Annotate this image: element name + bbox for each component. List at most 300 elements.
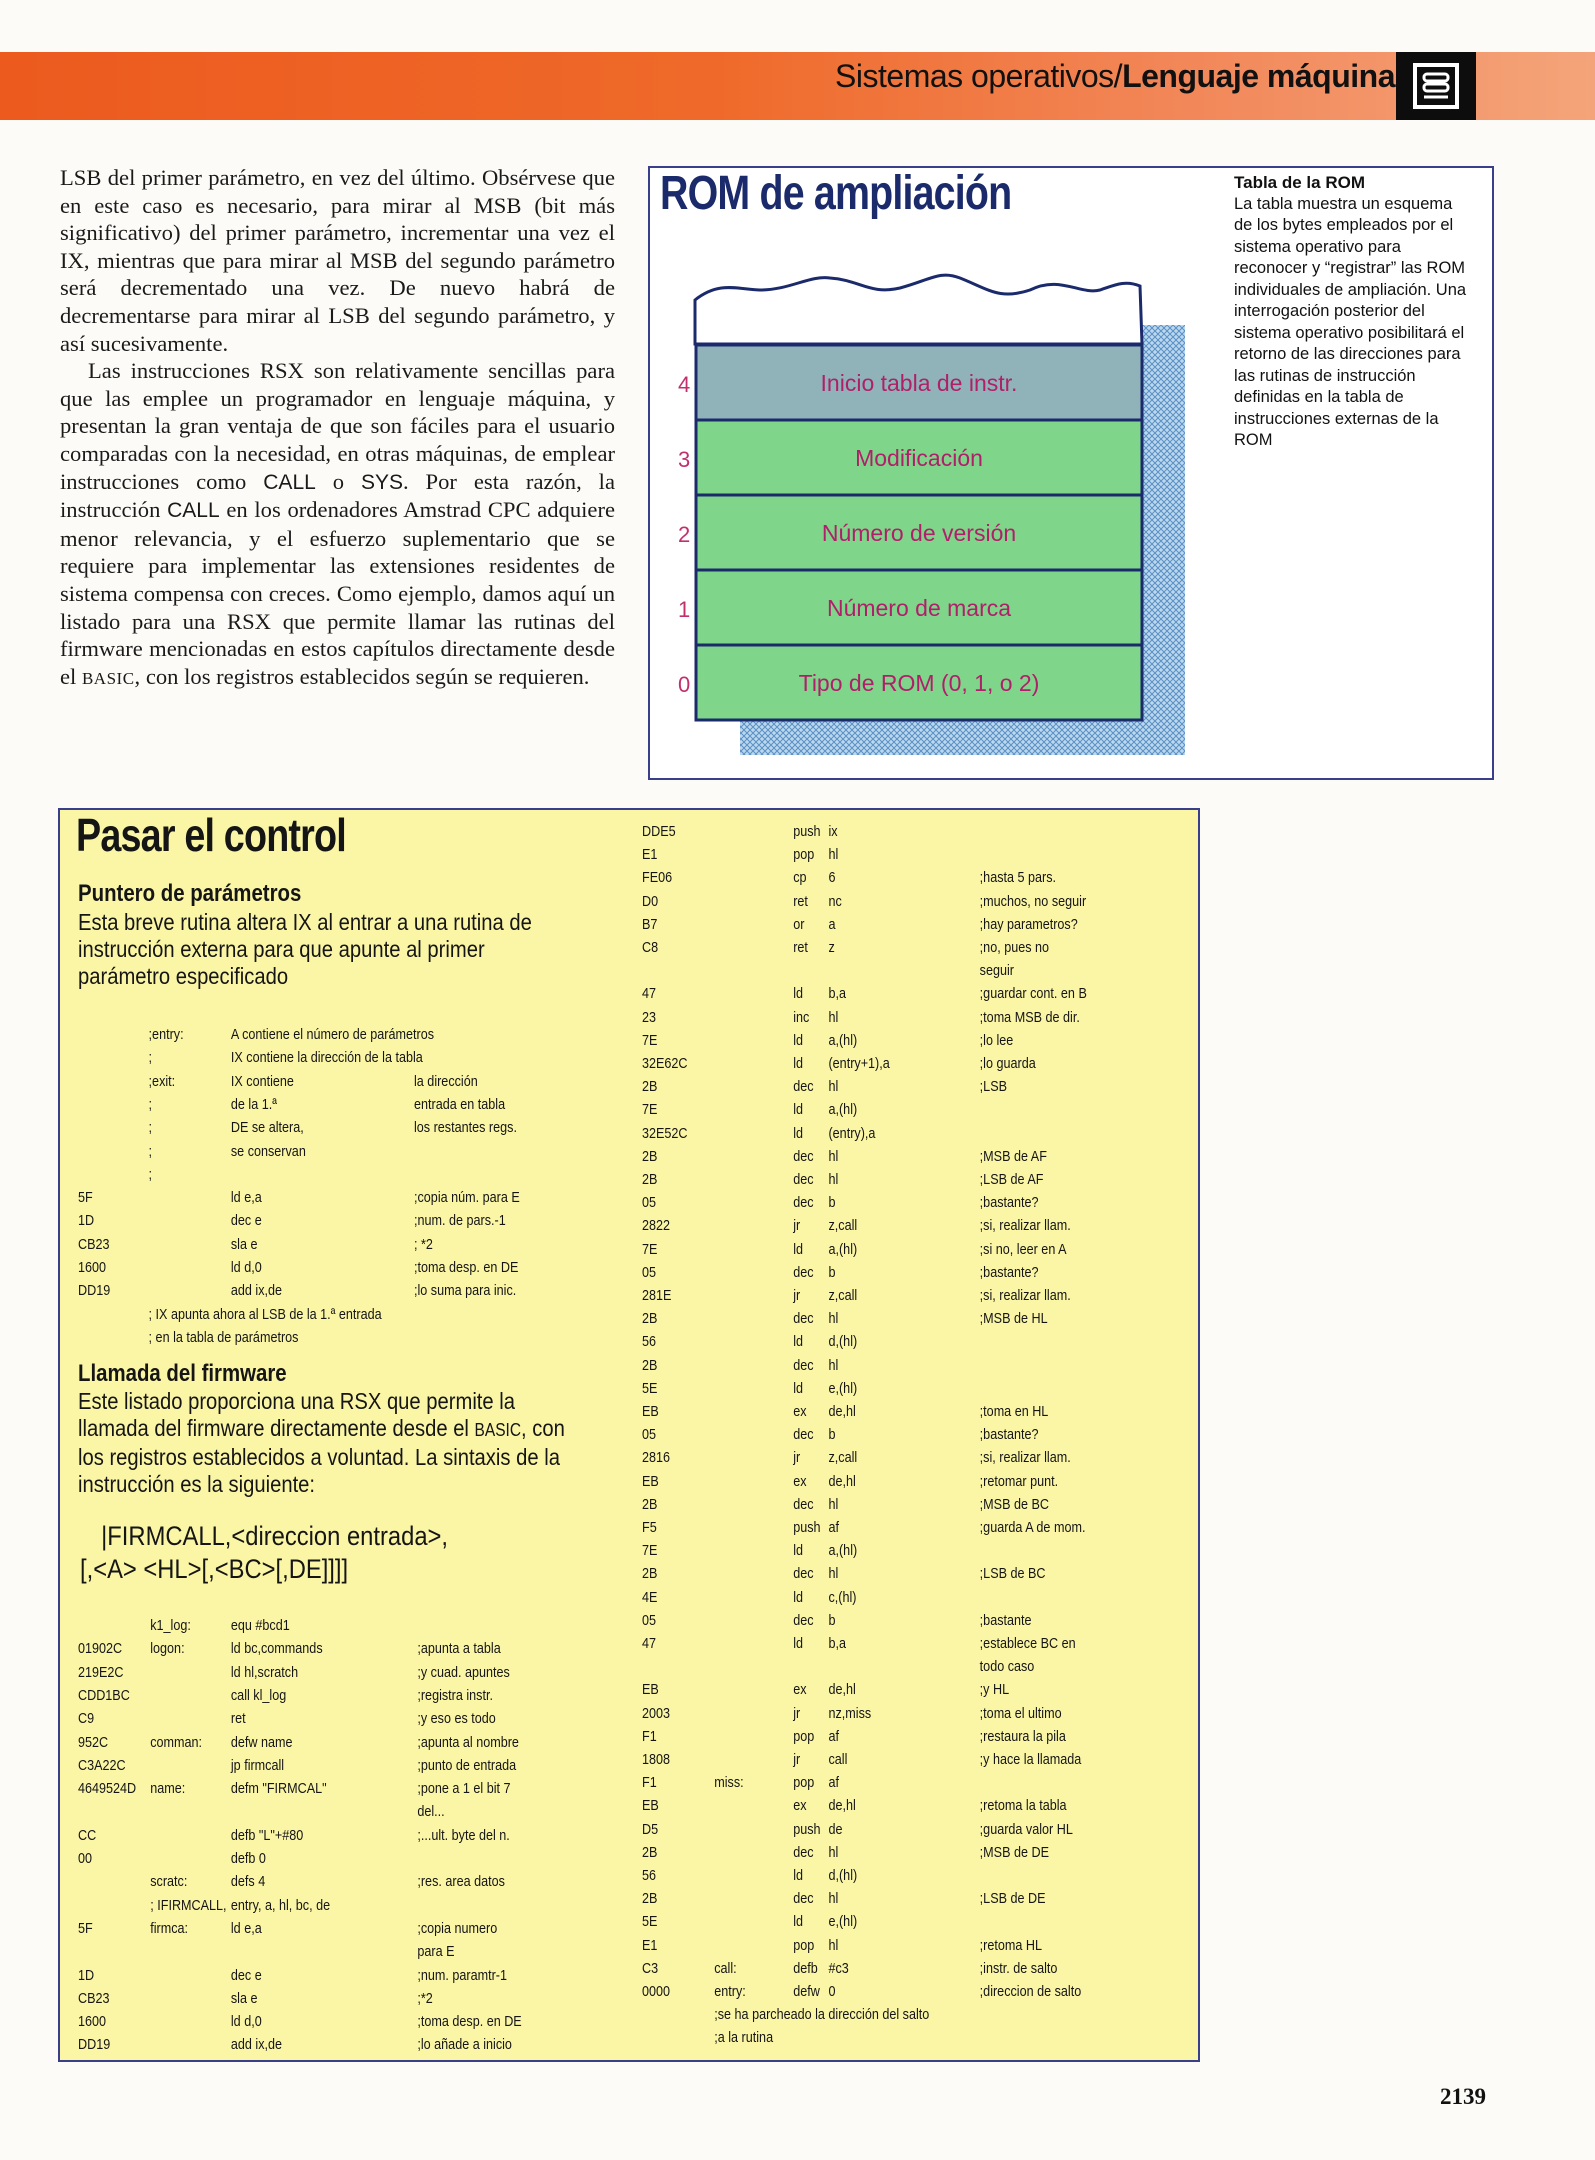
code-label: ;exit: [148,1072,176,1090]
code-label: ; [148,1142,153,1160]
code-label: logon: [150,1640,185,1658]
code-instr: ld [793,1542,804,1560]
code-hex: 05 [642,1426,657,1444]
code-label: firmca: [150,1919,189,1937]
code-instr: defb [793,1959,818,1977]
code-operand: (entry),a [828,1124,876,1142]
code-operand: af [828,1727,839,1745]
code-operand: ;apunta a tabla [417,1640,501,1658]
code-instr: ld bc,commands [230,1640,323,1658]
code-operand: ;num. paramtr-1 [417,1966,507,1984]
code-operand: del... [417,1803,445,1821]
code-operand: ;*2 [417,1989,433,2007]
code-instr: dec [793,1078,814,1096]
code-hex: D5 [642,1820,659,1838]
code-hex: B7 [642,915,658,933]
code-label: scratc: [150,1873,188,1891]
code-hex: 4649524D [78,1780,137,1798]
code-comment: ;MSB de AF [979,1147,1047,1165]
code-label: ; [148,1049,153,1067]
section-title: Sistemas operativos/Lenguaje máquina [835,58,1395,94]
code-hex: 1D [78,1212,95,1230]
code-instr: ld [793,1333,804,1351]
code-operand: ;num. de pars.-1 [414,1212,506,1230]
code-comment: ;bastante? [979,1426,1039,1444]
code-operand: c,(hl) [828,1588,857,1606]
code-instr: ld [793,1588,804,1606]
code-operand: ;lo añade a inicio [417,2036,512,2054]
code-instr: or [793,915,805,933]
code-instr: ret [793,892,808,910]
code-hex: 0000 [642,1983,671,2000]
code-hex: EB [642,1797,659,1815]
code-instr: de la 1.ª [230,1095,277,1113]
code-operand: hl [828,1171,839,1188]
code-operand: b [828,1611,836,1629]
code-hex: 2B [642,1495,658,1513]
code-comment: seguir [979,962,1015,980]
code-operand: ; *2 [414,1235,433,1253]
code-instr: pop [793,1936,815,1954]
page-number: 2139 [1440,2084,1486,2109]
code-instr: dec [793,1263,814,1281]
code-hex: CB23 [78,1235,110,1253]
code-instr: dec e [230,1212,262,1230]
code-operand: d,(hl) [828,1867,858,1884]
code-label: ; [148,1165,153,1183]
code-instr: ex [793,1472,807,1490]
code-instr: jp firmcall [230,1756,285,1774]
code-operand: #c3 [828,1959,849,1977]
code-hex: 2B [642,1843,658,1861]
code-operand: de,hl [828,1472,856,1490]
intro-text [60,164,615,692]
code-operand: 0 [828,1983,836,2000]
code-instr: ld [793,1055,804,1072]
code-comment: ;guardar cont. en B [979,985,1087,1003]
code-hex: 2822 [642,1217,671,1235]
code-instr: dec [793,1356,814,1374]
code-hex: 5E [642,1379,658,1397]
rom-byte-index: 3 [678,447,691,472]
rom-byte-label: Número de marca [826,595,1012,621]
code-comment: ;y hace la llamada [979,1751,1082,1768]
code-hex: 05 [642,1611,657,1629]
code-comment: ;MSB de DE [979,1843,1050,1861]
code-operand: de,hl [828,1403,856,1420]
code-instr: ld [793,985,804,1003]
code-comment: ;LSB de DE [979,1890,1046,1908]
code-comment: ;toma MSB de dir. [979,1008,1080,1026]
code-instr: defs 4 [230,1873,266,1891]
rom-byte-index: 4 [678,372,691,397]
code-comment: ;bastante? [979,1263,1039,1281]
rom-byte-index: 1 [678,597,691,622]
code-operand: a,(hl) [828,1240,858,1258]
code-operand: ;lo suma para inic. [414,1282,517,1300]
code-operand: ;res. area datos [417,1873,505,1891]
code-instr: defb 0 [230,1850,266,1867]
code-instr: ld [793,1031,804,1049]
code-hex: 2816 [642,1449,671,1467]
rom-byte-index: 0 [678,672,691,697]
code-instr: call kl_log [230,1686,287,1704]
code-comment: ;LSB de AF [979,1171,1044,1188]
code-label: ;entry: [148,1026,184,1043]
code-operand: ;copia numero [417,1919,498,1937]
code-operand: b [828,1263,836,1281]
code-operand: z,call [828,1449,858,1467]
code-comment: ;retoma HL [979,1936,1043,1954]
code-instr: dec e [230,1966,262,1984]
code-operand: a [828,915,836,933]
code-hex: 7E [642,1240,658,1258]
code-operand: d,(hl) [828,1333,858,1351]
code-label: comman: [150,1733,203,1751]
code-hex: C8 [642,939,659,956]
code-instr: defw [793,1983,820,2000]
code-hex: 7E [642,1542,658,1560]
code-operand: b,a [828,1635,847,1652]
code-operand: nc [828,892,842,910]
code-operand: (entry+1),a [828,1055,890,1072]
code-instr: jr [793,1751,801,1768]
code-instr: defm "FIRMCAL" [230,1780,327,1798]
code-comment: ;si no, leer en A [979,1240,1067,1258]
code-hex: C3 [642,1959,659,1977]
code-hex: EB [642,1472,659,1490]
code-hex: 56 [642,1333,657,1351]
code-hex: EB [642,1681,659,1699]
code-comment: ;direccion de salto [979,1983,1082,2000]
code-label: miss: [714,1774,744,1792]
code-operand: nz,miss [828,1704,872,1722]
code-hex: 05 [642,1263,657,1281]
code-operand: a,(hl) [828,1542,858,1560]
code-operand: b [828,1426,836,1444]
code-instr: pop [793,846,815,864]
code-label: entry: [714,1983,746,2000]
code-label: name: [150,1780,186,1798]
code-operand: ;toma desp. en DE [414,1259,519,1276]
code-instr: dec [793,1310,814,1328]
code-label: k1_log: [150,1617,191,1634]
code-comment: ;muchos, no seguir [979,892,1087,910]
caption-title: Tabla de la ROM [1234,173,1365,192]
code-instr: defb "L"+#80 [230,1826,304,1844]
code-hex: 4E [642,1588,658,1606]
caption-text: La tabla muestra un esquema de los bytes empleados por el sistema operativo para reconocer y “registrar” las ROM individuales de ampliación. Una interrogación posterior del sistema operativo posibilitará el retorno de las direcciones para las rutinas de instrucción definidas en la tabla de instrucciones externas de la ROM [1234,194,1467,449]
code-comment: ;retomar punt. [979,1472,1059,1490]
code-operand: hl [828,846,839,864]
rom-byte-label: Inicio tabla de instr. [820,370,1018,396]
code-operand: 6 [828,869,836,887]
code-instr: ld d,0 [230,1259,262,1276]
code-operand: z,call [828,1217,858,1235]
computer-card-icon [1396,52,1476,120]
code-hex: 1600 [78,2013,107,2031]
code-hex: 00 [78,1850,93,1867]
code-operand: a,(hl) [828,1101,858,1119]
code-comment: ;LSB de BC [979,1565,1046,1583]
code-instr: ld [793,1913,804,1931]
code-operand: hl [828,1310,839,1328]
section1-description: Esta breve rutina altera IX al entrar a una rutina de instrucción externa para que apunte al primer parámetro especificado [78,909,532,989]
code-instr: ld [793,1101,804,1119]
code-hex: 1600 [78,1259,107,1276]
code-instr: se conservan [230,1142,306,1160]
code-instr: add ix,de [230,2036,283,2054]
code-operand: hl [828,1356,839,1374]
code-label: ; IX apunta ahora al LSB de la 1.ª entrada [148,1305,382,1323]
code-comment: ;si, realizar llam. [979,1287,1071,1304]
code-operand: e,(hl) [828,1379,858,1397]
code-operand: a,(hl) [828,1031,858,1049]
rom-title: ROM de ampliación [660,167,1012,220]
code-hex: 2B [642,1356,658,1374]
code-hex: 2003 [642,1704,671,1722]
code-operand: ;copia núm. para E [414,1189,520,1207]
code-operand: ;punto de entrada [417,1756,517,1774]
code-label: ;se ha parcheado la dirección del salto [714,2006,930,2024]
code-label: ;a la rutina [714,2029,774,2047]
code-hex: 23 [642,1008,657,1026]
code-hex: FE06 [642,869,673,887]
code-instr: push [793,1820,821,1838]
code-instr: sla e [230,1235,258,1253]
code-hex: 5F [78,1189,93,1207]
code-instr: dec [793,1495,814,1513]
code-operand: la dirección [414,1072,478,1090]
code-hex: 47 [642,985,657,1003]
code-comment: ;no, pues no [979,939,1050,956]
code-comment: ;guarda A de mom. [979,1519,1086,1536]
code-hex: 05 [642,1194,657,1212]
code-operand: call [828,1751,848,1768]
code-instr: entry, a, hl, bc, de [230,1896,331,1914]
code-instr: ld [793,1379,804,1397]
code-instr: dec [793,1426,814,1444]
code-operand: de [828,1820,843,1838]
rom-diagram [660,250,1220,770]
code-operand: ;apunta al nombre [417,1733,519,1751]
code-comment: ;MSB de HL [979,1310,1048,1328]
rom-byte-label: Número de versión [821,520,1017,546]
code-instr: pop [793,1727,815,1745]
code-comment: ;retoma la tabla [979,1797,1067,1815]
code-instr: dec [793,1843,814,1861]
code-title: Pasar el control [76,809,346,861]
code-instr: ld e,a [230,1919,262,1937]
code-hex: F1 [642,1727,657,1745]
code-hex: 32E52C [642,1124,688,1142]
code-instr: dec [793,1194,814,1212]
code-operand: los restantes regs. [414,1119,517,1137]
code-hex: C3A22C [78,1756,126,1774]
code-instr: ld [793,1124,804,1142]
code-hex: 56 [642,1867,657,1884]
code-comment: ;MSB de BC [979,1495,1050,1513]
intro-paragraph-2: Las instrucciones RSX son relativamente sencillas para que las emplee un programador en lenguaje máquina, y presentan la gran ventaja de que son fáciles para el usuario comparadas con la necesidad, en otras máquinas, de emplear instrucciones como CALL o SYS. Por esta razón, la instrucción CALL en los ordenadores Amstrad CPC adquiere menor relevancia, y el esfuerzo suplementario que se requiere para implementar las extensiones residentes de sistema compensa con creces. Como ejemplo, damos aquí un listado para una RSX que permite llamar las rutinas del firmware mencionadas en estos capítulos directamente desde el BASIC, con los registros establecidos según se requieren. [60,358,615,689]
code-label: call: [714,1959,737,1977]
code-instr: add ix,de [230,1282,283,1300]
code-operand: ;pone a 1 el bit 7 [417,1780,511,1798]
code-comment: ;instr. de salto [979,1959,1058,1977]
code-operand: hl [828,1078,839,1096]
code-hex: 5E [642,1913,658,1931]
code-operand: entrada en tabla [414,1095,506,1113]
rom-byte-index: 2 [678,522,691,547]
code-instr: defw name [230,1733,293,1751]
code-instr: sla e [230,1989,258,2007]
code-hex: 2B [642,1890,658,1908]
code-instr: push [793,823,821,840]
code-instr: dec [793,1171,814,1188]
code-instr: ld [793,1240,804,1258]
code-comment: ;LSB [979,1078,1008,1096]
syntax-line-2: [,<A> <HL>[,<BC>[,DE]]]] [80,1554,349,1584]
code-operand: hl [828,1495,839,1513]
code-instr: pop [793,1774,815,1792]
code-operand: ix [828,823,838,840]
code-operand: hl [828,1890,839,1908]
syntax-example [80,1520,448,1586]
code-operand: z [828,939,835,956]
code-operand: de,hl [828,1797,856,1815]
code-comment: ;establece BC en [979,1635,1076,1652]
code-operand: hl [828,1936,839,1954]
code-instr: IX contiene la dirección de la tabla [230,1049,423,1067]
code-hex: DDE5 [642,823,676,840]
code-operand: b,a [828,985,847,1003]
code-comment: ;lo guarda [979,1055,1036,1072]
code-comment: ;lo lee [979,1031,1014,1049]
code-instr: ex [793,1403,807,1420]
code-instr: ld d,0 [230,2013,262,2031]
code-operand: hl [828,1565,839,1583]
code-instr: A contiene el número de parámetros [230,1026,435,1043]
code-hex: EB [642,1403,659,1420]
code-label: ; IFIRMCALL, [150,1896,227,1914]
code-hex: 2B [642,1310,658,1328]
syntax-line-1: |FIRMCALL,<direccion entrada>, [101,1521,449,1551]
code-instr: cp [793,869,807,887]
code-instr: jr [793,1287,801,1304]
code-instr: jr [793,1217,801,1235]
code-hex: 47 [642,1635,657,1652]
code-comment: ;bastante [979,1611,1032,1629]
code-comment: ;si, realizar llam. [979,1217,1071,1235]
intro-paragraph-1: LSB del primer parámetro, en vez del último. Obsérvese que en este caso es necesario, para mirar al MSB (bit más significativo) del primer parámetro, incrementar una vez el IX, mientras que para mirar al MSB del segundo parámetro será decrementado una vez. De nuevo habrá de decrementarse para mirar al LSB del segundo parámetro, y así sucesivamente. [60,165,615,356]
code-comment: ;hay parametros? [979,915,1078,933]
code-hex: CC [78,1826,97,1844]
code-instr: ld [793,1867,804,1884]
code-hex: F5 [642,1519,657,1536]
code-hex: 32E62C [642,1055,688,1072]
code-hex: 2B [642,1078,658,1096]
code-hex: D0 [642,892,659,910]
code-operand: ;toma desp. en DE [417,2013,522,2031]
code-operand: hl [828,1843,839,1861]
section2-description: Este listado proporciona una RSX que permite la llamada del firmware directamente desde el BASIC, con los registros establecidos a voluntad. La sintaxis de la instrucción es la siguiente: [78,1388,565,1497]
code-hex: 7E [642,1031,658,1049]
section1-title: Puntero de parámetros [78,880,302,907]
code-label: ; en la tabla de parámetros [148,1328,299,1346]
code-instr: dec [793,1565,814,1583]
code-hex: 2B [642,1147,658,1165]
code-instr: ld [793,1635,804,1652]
code-instr: ex [793,1681,807,1699]
code-hex: C9 [78,1710,95,1728]
code-comment: ;hasta 5 pars. [979,869,1057,887]
code-operand: ;...ult. byte del n. [417,1826,510,1844]
code-instr: IX contiene [230,1072,294,1090]
code-instr: ret [230,1710,246,1728]
code-instr: inc [793,1008,810,1026]
code-hex: CDD1BC [78,1686,130,1704]
code-hex: 7E [642,1101,658,1119]
rom-byte-label: Tipo de ROM (0, 1, o 2) [798,670,1040,696]
code-label: ; [148,1095,153,1113]
code-instr: ret [793,939,808,956]
code-comment: ;guarda valor HL [979,1820,1073,1838]
code-instr: jr [793,1449,801,1467]
code-hex: E1 [642,846,658,864]
code-operand: e,(hl) [828,1913,858,1931]
code-operand: z,call [828,1287,858,1304]
code-instr: dec [793,1611,814,1629]
code-operand: af [828,1519,839,1536]
code-instr: jr [793,1704,801,1722]
code-operand: ;registra instr. [417,1686,493,1704]
code-hex: 2B [642,1565,658,1583]
code-operand: de,hl [828,1681,856,1699]
code-comment: ;toma el ultimo [979,1704,1062,1722]
code-instr: dec [793,1147,814,1165]
code-hex: 2B [642,1171,658,1188]
code-comment: todo caso [979,1658,1035,1676]
code-instr: ld hl,scratch [230,1663,299,1681]
code-operand: b [828,1194,836,1212]
code-operand: hl [828,1008,839,1026]
code-hex: DD19 [78,2036,111,2054]
code-hex: E1 [642,1936,658,1954]
code-instr: dec [793,1890,814,1908]
code-label: ; [148,1119,153,1137]
code-operand: ;y cuad. apuntes [417,1663,510,1681]
code-instr: ex [793,1797,807,1815]
code-hex: DD19 [78,1282,111,1300]
code-hex: 1D [78,1966,95,1984]
code-operand: ;y eso es todo [417,1710,496,1728]
code-comment: ;si, realizar llam. [979,1449,1071,1467]
code-comment: ;bastante? [979,1194,1039,1212]
code-hex: 219E2C [78,1663,124,1681]
rom-caption [1234,172,1474,452]
code-comment: ;restaura la pila [979,1727,1066,1745]
code-hex: 01902C [78,1640,123,1658]
code-instr: ld e,a [230,1189,262,1207]
code-instr: DE se altera, [230,1119,304,1137]
code-instr: equ #bcd1 [230,1617,290,1634]
code-operand: af [828,1774,839,1792]
rom-byte-label: Modificación [855,445,983,471]
code-hex: CB23 [78,1989,110,2007]
section2-title: Llamada del firmware [78,1360,287,1387]
code-hex: 281E [642,1287,672,1304]
code-instr: push [793,1519,821,1536]
code-operand: para E [417,1943,455,1961]
